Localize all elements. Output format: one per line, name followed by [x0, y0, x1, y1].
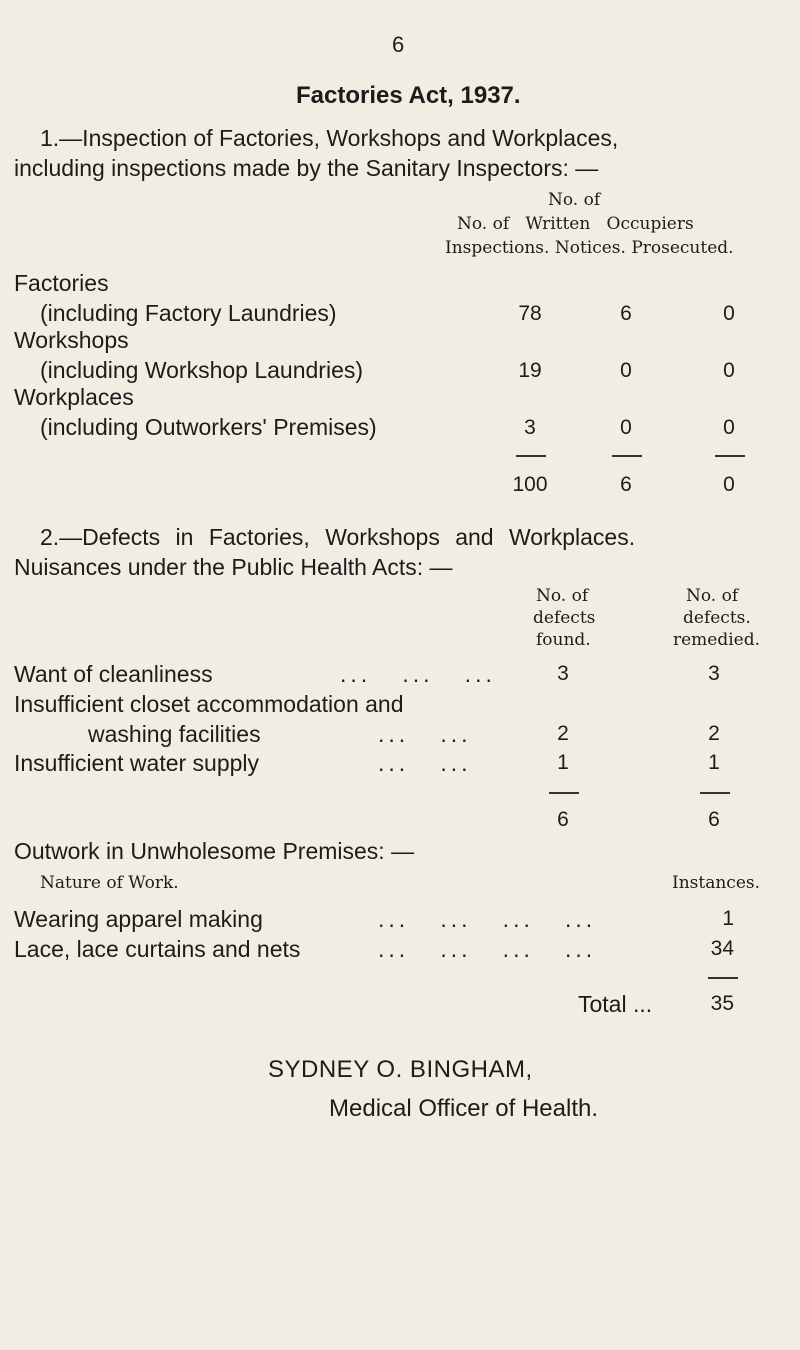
page-title: Factories Act, 1937. — [296, 82, 521, 109]
row-factories-detail: (including Factory Laundries) — [40, 300, 337, 326]
row-workplaces-prosecuted: 0 — [723, 416, 735, 439]
outwork-col-nature: Nature of Work. — [40, 873, 179, 893]
section1-col-header-mid: No. of Written Occupiers — [457, 214, 694, 234]
defect-row-water-dots: ... ... — [378, 750, 472, 776]
outwork-row-apparel-label: Wearing apparel making — [14, 906, 263, 932]
outwork-row-lace-dots: ... ... ... ... — [378, 936, 597, 962]
outwork-total-label: Total ... — [578, 991, 653, 1017]
row-workshops-detail: (including Workshop Laundries) — [40, 357, 364, 383]
defect-row-closet-found: 2 — [557, 722, 569, 745]
section1-col-header-bottom: Inspections. Notices. Prosecuted. — [445, 238, 734, 258]
section1-total-prosecuted: 0 — [723, 473, 735, 496]
row-workplaces-detail: (including Outworkers' Premises) — [40, 414, 377, 440]
defect-row-water-found: 1 — [557, 751, 569, 774]
outwork-row-lace-instances: 34 — [710, 937, 734, 960]
outwork-row-lace-label: Lace, lace curtains and nets — [14, 936, 301, 962]
section2-heading-line1: 2.—Defects in Factories, Workshops and Workplaces. — [40, 524, 636, 550]
section1-total-notices: 6 — [620, 473, 632, 496]
section2-col1-header-3: found. — [536, 630, 591, 650]
defect-row-water-label: Insufficient water supply — [14, 750, 260, 776]
section2-total-remedied: 6 — [708, 808, 720, 831]
row-factories-inspections: 78 — [518, 302, 542, 325]
section2-col2-header-1: No. of — [686, 586, 739, 606]
row-workshops-notices: 0 — [620, 359, 632, 382]
defect-row-cleanliness-dots: ... ... ... — [340, 661, 496, 687]
row-workplaces-inspections: 3 — [524, 416, 536, 439]
section1-total-rule-inspections — [516, 455, 546, 457]
section1-total-rule-prosecuted — [715, 455, 745, 457]
defect-row-cleanliness-label: Want of cleanliness — [14, 661, 213, 687]
signature-name: SYDNEY O. BINGHAM, — [268, 1056, 533, 1083]
outwork-total-rule — [708, 977, 738, 979]
section2-col2-header-2: defects. — [683, 608, 751, 628]
section2-total-rule-found — [549, 792, 579, 794]
section1-heading-line2: including inspections made by the Sanitary Inspectors: — — [14, 155, 599, 181]
section2-total-found: 6 — [557, 808, 569, 831]
defect-row-closet-label-line1: Insufficient closet accommodation and — [14, 691, 404, 717]
page-number: 6 — [392, 32, 405, 57]
defect-row-cleanliness-found: 3 — [557, 662, 569, 685]
row-workshops-inspections: 19 — [518, 359, 542, 382]
section1-heading-line1: 1.—Inspection of Factories, Workshops and Workplaces, — [40, 125, 619, 151]
row-workshops-prosecuted: 0 — [723, 359, 735, 382]
section2-col1-header-2: defects — [533, 608, 596, 628]
row-workplaces-notices: 0 — [620, 416, 632, 439]
section2-total-rule-remedied — [700, 792, 730, 794]
section1-col-header-top: No. of — [548, 190, 601, 210]
section1-total-inspections: 100 — [512, 473, 548, 496]
outwork-total-value: 35 — [710, 992, 734, 1015]
defect-row-water-remedied: 1 — [708, 751, 720, 774]
row-workshops-category: Workshops — [14, 327, 129, 353]
section2-col1-header-1: No. of — [536, 586, 589, 606]
outwork-heading: Outwork in Unwholesome Premises: — — [14, 838, 415, 864]
outwork-col-instances: Instances. — [672, 873, 761, 893]
outwork-row-apparel-instances: 1 — [722, 907, 734, 930]
section2-heading-line2: Nuisances under the Public Health Acts: — — [14, 554, 453, 580]
defect-row-closet-remedied: 2 — [708, 722, 720, 745]
row-factories-category: Factories — [14, 270, 109, 296]
section2-col2-header-3: remedied. — [673, 630, 761, 650]
signature-title: Medical Officer of Health. — [329, 1095, 599, 1122]
section1-total-rule-notices — [612, 455, 642, 457]
defect-row-closet-dots: ... ... — [378, 721, 472, 747]
defect-row-closet-label-line2: washing facilities — [88, 721, 261, 747]
row-factories-prosecuted: 0 — [723, 302, 735, 325]
defect-row-cleanliness-remedied: 3 — [708, 662, 720, 685]
row-workplaces-category: Workplaces — [14, 384, 134, 410]
outwork-row-apparel-dots: ... ... ... ... — [378, 906, 597, 932]
row-factories-notices: 6 — [620, 302, 632, 325]
